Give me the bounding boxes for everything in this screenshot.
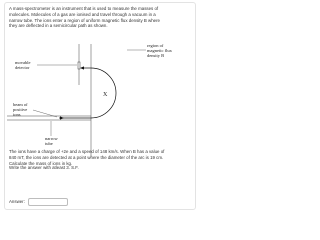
question-line: narrow tube. The ions enter a region of uniform magnetic flux density B where <box>9 17 160 23</box>
answer-row <box>9 197 68 206</box>
label-tube-line: narrow <box>45 136 58 141</box>
question-text <box>9 6 193 29</box>
label-detector-line: detector <box>15 65 30 70</box>
movable-detector <box>78 62 80 69</box>
given-line: 840 mT, the ions are detected at a point where the diameter of the arc is 19 cm. <box>9 154 164 160</box>
answer-instruction: Write the answer with atleast 3. S.F. <box>9 165 79 170</box>
label-region-of-field <box>147 44 173 58</box>
question-card <box>4 2 196 210</box>
given-line: Calculate the mass of ions in kg. <box>9 160 73 166</box>
field-symbol: X <box>103 92 108 98</box>
ion-beam-arrow <box>60 116 64 119</box>
label-movable-detector <box>15 60 32 70</box>
diagram-svg <box>7 44 195 156</box>
given-text <box>9 149 193 166</box>
mass-spectrometer-diagram <box>7 44 195 156</box>
label-region-line: magnetic flux <box>147 48 172 53</box>
label-ions-line: beam of <box>13 102 28 107</box>
label-tube-line: tube <box>45 141 53 146</box>
label-beam-of-ions <box>13 102 29 117</box>
question-line: molecules. Molecules of a gas are ionised and travel through a vacuum in a <box>9 11 156 17</box>
label-narrow-tube <box>45 136 59 146</box>
question-line: A mass-spectrometer is an instrument that is used to measure the masses of <box>9 6 159 11</box>
return-arrow <box>80 66 84 69</box>
question-line: they are deflected in a semicircular path as shown. <box>9 23 108 29</box>
label-region-line: region of <box>147 44 164 48</box>
answer-input[interactable] <box>28 198 68 206</box>
label-ions-line: ions <box>13 112 21 117</box>
label-detector-line: movable <box>15 60 31 65</box>
label-ions-line: positive <box>13 107 28 112</box>
given-line: The ions have a charge of +2e and a speed of 148 km/s. When B has a value of <box>9 149 165 154</box>
answer-label: Answer: <box>9 199 25 204</box>
label-region-line: density B <box>147 53 165 58</box>
